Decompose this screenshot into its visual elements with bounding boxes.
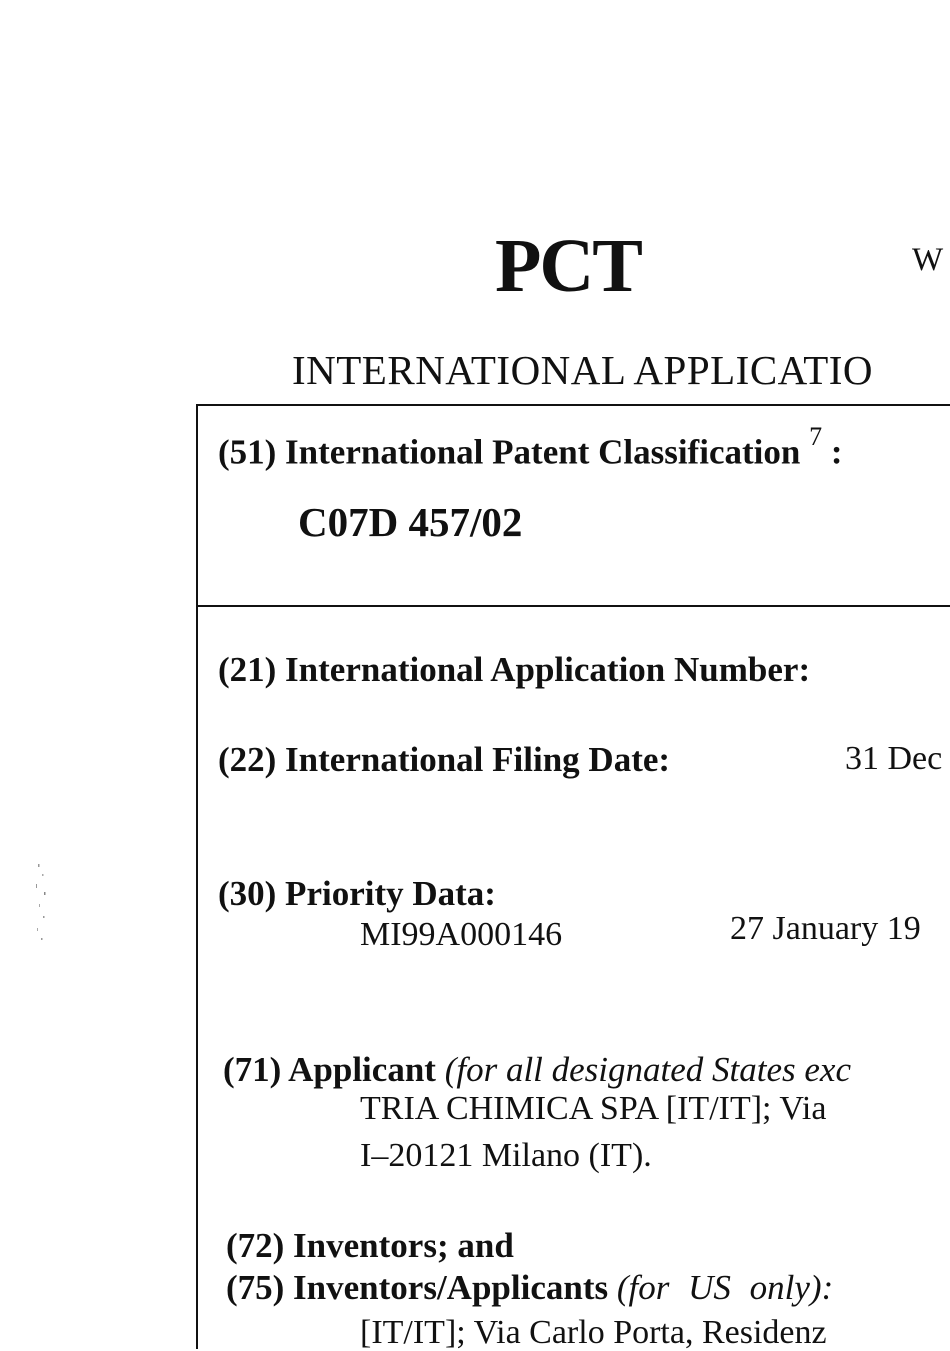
inventors-applicants-qualifier: (for US only): — [616, 1268, 834, 1307]
priority-date: 27 January 19 — [730, 910, 921, 947]
applicant-label — [223, 1052, 851, 1087]
applicant-qualifier: (for all designated States exc — [444, 1050, 851, 1089]
classification-label-text: (51) International Patent Classification — [218, 432, 801, 472]
applicant-name-line: TRIA CHIMICA SPA [IT/IT]; Via — [360, 1090, 827, 1127]
inventor-address-line: [IT/IT]; Via Carlo Porta, Residenz — [360, 1314, 827, 1351]
pct-heading: PCT — [495, 224, 641, 308]
applicant-address-line: I–20121 Milano (IT). — [360, 1137, 652, 1174]
classification-label — [218, 422, 843, 472]
classification-colon: : — [830, 432, 843, 472]
filing-date-label: (22) International Filing Date: — [218, 740, 671, 779]
classification-code: C07D 457/02 — [298, 499, 523, 545]
priority-number: MI99A000146 — [360, 916, 563, 953]
inventors-applicants-label-text: (75) Inventors/Applicants — [226, 1268, 609, 1307]
inventors-label: (72) Inventors; and — [226, 1226, 514, 1265]
form-box-left-border — [196, 404, 198, 1349]
application-number-label: (21) International Application Number: — [218, 650, 811, 689]
applicant-label-text: (71) Applicant — [223, 1050, 436, 1089]
form-box-divider — [196, 605, 950, 607]
filing-date-value: 31 Dec — [845, 740, 943, 777]
inventors-applicants-label — [226, 1270, 833, 1305]
scan-speckles — [30, 860, 52, 950]
publication-prefix: W — [912, 242, 944, 278]
document-title: INTERNATIONAL APPLICATIO — [292, 347, 874, 393]
classification-edition: 7 — [809, 422, 823, 451]
priority-data-label: (30) Priority Data: — [218, 874, 496, 913]
form-box-top-border — [196, 404, 950, 406]
